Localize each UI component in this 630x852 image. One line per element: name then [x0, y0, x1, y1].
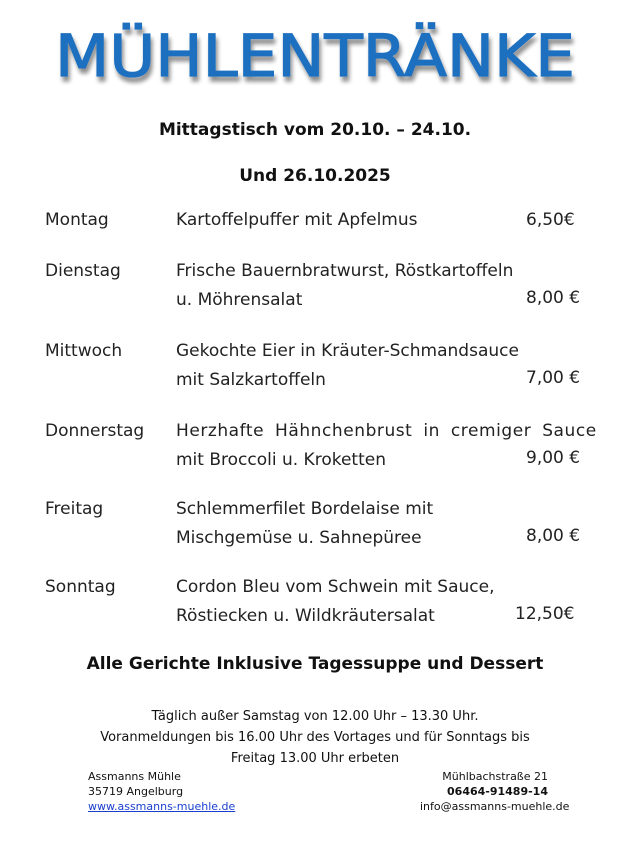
schedule-line: Täglich außer Samstag von 12.00 Uhr – 13.30 Uhr. [151, 709, 479, 724]
menu-dish [176, 498, 433, 556]
menu-dish-line: Schlemmerfilet Bordelaise mit [176, 499, 434, 519]
schedule-note [0, 706, 630, 769]
menu-dish [176, 209, 417, 238]
menu-dish [176, 260, 513, 318]
logo-wordmark: MÜHLENTRÄNKE [55, 22, 575, 90]
menu-dish [176, 340, 519, 398]
business-street: Mühlbachstraße 21 [442, 770, 548, 783]
menu-day: Montag [45, 210, 109, 230]
address-left [88, 769, 235, 814]
menu-dish-line: Kartoffelpuffer mit Apfelmus [176, 210, 418, 230]
menu-price: 8,00 € [526, 526, 581, 546]
menu-dish-line: mit Salzkartoffeln [176, 370, 326, 390]
schedule-line: Freitag 13.00 Uhr erbeten [230, 751, 400, 766]
included-note: Alle Gerichte Inklusive Tagessuppe und Dessert [86, 654, 544, 674]
menu-period-heading: Mittagstisch vom 20.10. – 24.10. [158, 120, 472, 140]
menu-day: Dienstag [45, 261, 121, 281]
menu-dish-line: mit Broccoli u. Kroketten [176, 450, 386, 470]
schedule-line: Voranmeldungen bis 16.00 Uhr des Vortages und für Sonntags bis [100, 730, 530, 745]
menu-dish-line: Frische Bauernbratwurst, Röstkartoffeln [176, 261, 514, 281]
menu-price: 9,00 € [526, 448, 581, 468]
website-link[interactable]: www.assmanns-muehle.de [88, 800, 236, 813]
business-city: 35719 Angelburg [88, 785, 184, 798]
menu-price: 12,50€ [515, 604, 575, 624]
menu-dish [176, 576, 495, 634]
menu-day: Freitag [45, 499, 104, 519]
menu-dish-line: Cordon Bleu vom Schwein mit Sauce, [176, 577, 495, 597]
menu-day: Mittwoch [45, 341, 123, 361]
menu-dish-line: Gekochte Eier in Kräuter-Schmandsauce [176, 341, 519, 361]
menu-date-heading: Und 26.10.2025 [239, 166, 391, 186]
logo [0, 14, 630, 104]
address-right [420, 769, 570, 814]
menu-price: 6,50€ [526, 210, 575, 230]
business-name: Assmanns Mühle [88, 770, 181, 783]
menu-day: Donnerstag [45, 421, 145, 441]
menu-dish-line: u. Möhrensalat [176, 290, 303, 310]
menu-dish-line: Herzhafte Hähnchenbrust in cremiger Sauce [176, 421, 597, 441]
business-phone: 06464-91489-14 [447, 785, 548, 798]
menu-price: 8,00 € [526, 288, 581, 308]
menu-dish-line: Röstiecken u. Wildkräutersalat [176, 606, 435, 626]
menu-dish-line: Mischgemüse u. Sahnepüree [176, 528, 422, 548]
menu-day: Sonntag [45, 577, 116, 597]
menu-price: 7,00 € [526, 368, 581, 388]
business-email[interactable]: info@assmanns-muehle.de [420, 800, 570, 813]
